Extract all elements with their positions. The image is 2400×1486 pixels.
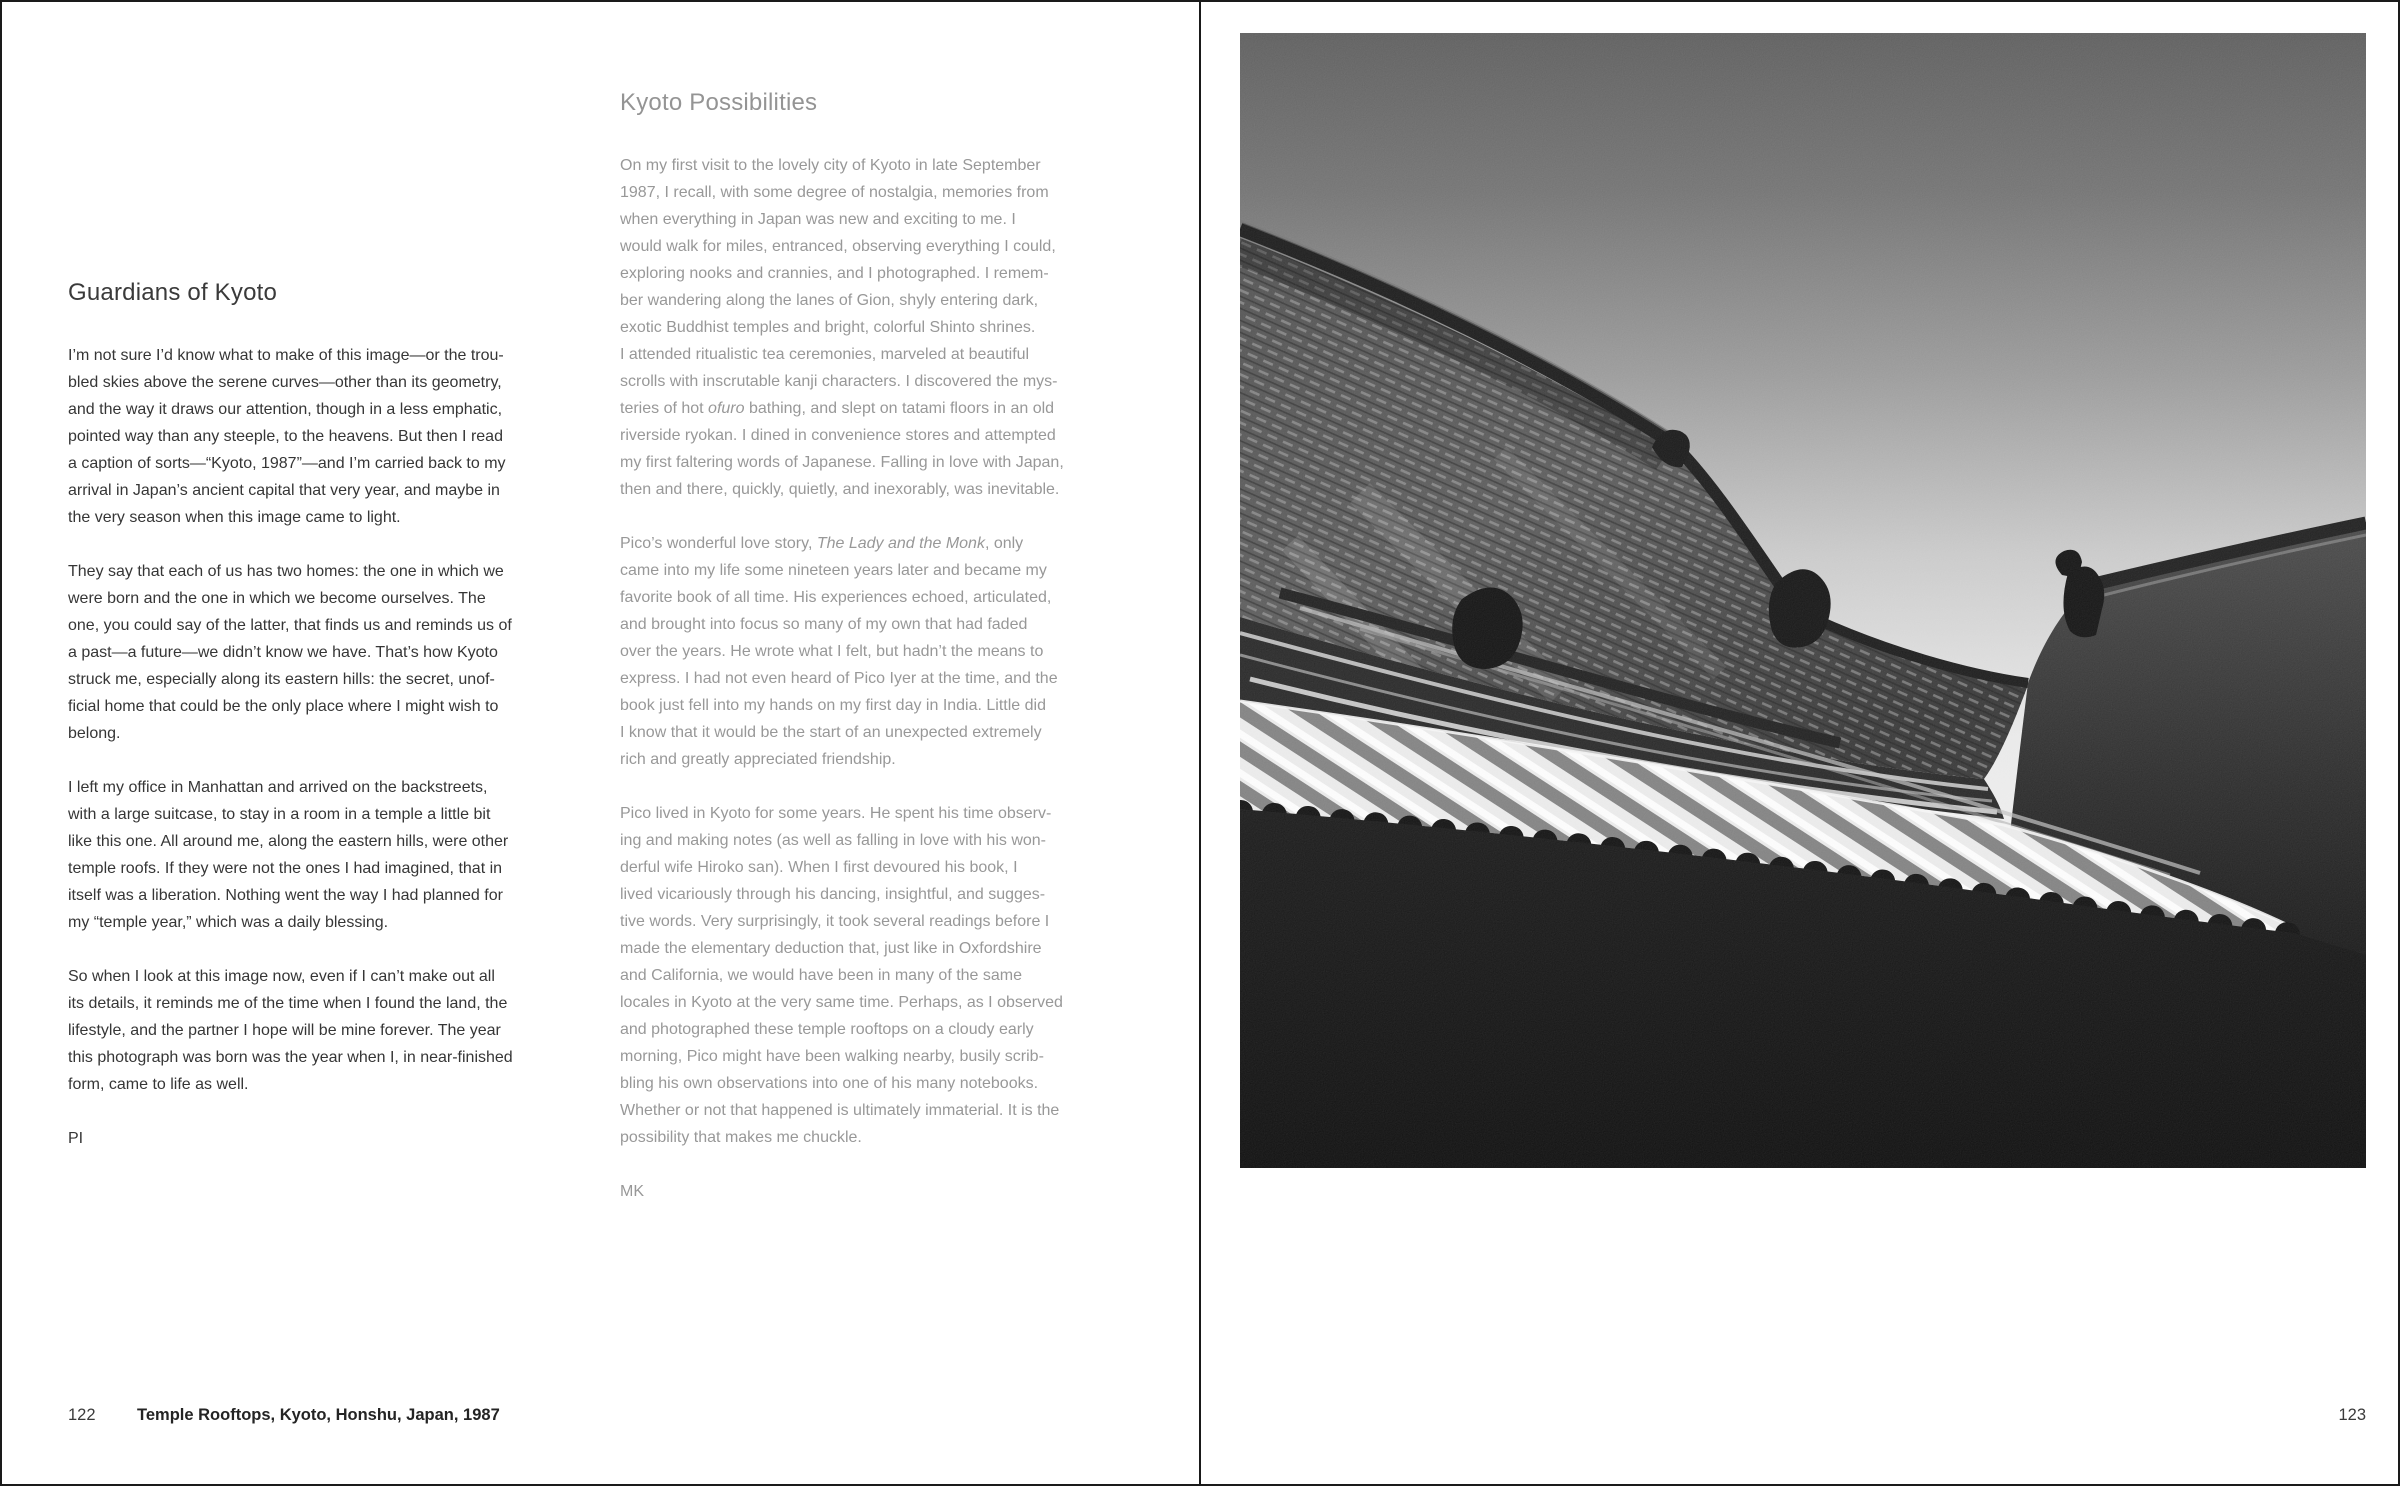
text-line: favorite book of all time. His experiences echoed, articulated, (620, 589, 1052, 606)
text-line: lifestyle, and the partner I hope will be mine forever. The year (68, 1022, 501, 1039)
paragraph (620, 152, 1146, 503)
right-text-column (620, 88, 1146, 1205)
text-line: this photograph was born was the year when I, in near-finished (68, 1049, 513, 1066)
left-page-number: 122 (68, 1406, 96, 1424)
text-line: when everything in Japan was new and exciting to me. I (620, 211, 1016, 228)
text-line: tive words. Very surprisingly, it took several readings before I (620, 913, 1050, 930)
text-line: and photographed these temple rooftops on a cloudy early (620, 1021, 1034, 1038)
text-line: arrival in Japan’s ancient capital that very year, and maybe in (68, 482, 500, 499)
text-line: were born and the one in which we become ourselves. The (68, 590, 486, 607)
text-line: I’m not sure I’d know what to make of this image—or the trou- (68, 347, 504, 364)
text-line: my first faltering words of Japanese. Falling in love with Japan, (620, 454, 1064, 471)
text-line: exotic Buddhist temples and bright, colorful Shinto shrines. (620, 319, 1036, 336)
paragraph (68, 558, 590, 747)
text-line: derful wife Hiroko san). When I first devoured his book, I (620, 859, 1018, 876)
paragraph (68, 963, 590, 1098)
text-line: a caption of sorts—“Kyoto, 1987”—and I’m carried back to my (68, 455, 506, 472)
text-line: They say that each of us has two homes: the one in which we (68, 563, 504, 580)
text-line: So when I look at this image now, even if I can’t make out all (68, 968, 495, 985)
text-line: with a large suitcase, to stay in a room in a temple a little bit (68, 806, 491, 823)
right-column-title: Kyoto Possibilities (620, 89, 818, 116)
text-line: possibility that makes me chuckle. (620, 1129, 862, 1146)
text-line: ber wandering along the lanes of Gion, shyly entering dark, (620, 292, 1039, 309)
text-line: then and there, quickly, quietly, and inexorably, was inevitable. (620, 481, 1060, 498)
text-line: temple roofs. If they were not the ones I had imagined, that in (68, 860, 503, 877)
text-line: one, you could say of the latter, that finds us and reminds us of (68, 617, 512, 634)
left-column-paragraphs (68, 342, 590, 1098)
left-text-column (68, 278, 590, 1152)
text-line: and the way it draws our attention, though in a less emphatic, (68, 401, 503, 418)
page-gutter-divider (1199, 2, 1201, 1484)
text-line: and California, we would have been in many of the same (620, 967, 1023, 984)
paragraph (68, 342, 590, 531)
text-line: locales in Kyoto at the very same time. Perhaps, as I observed (620, 994, 1063, 1011)
text-line: form, came to life as well. (68, 1076, 249, 1093)
text-line: I know that it would be the start of an unexpected extremely (620, 724, 1042, 741)
photo-film-grain (1240, 33, 2366, 1168)
text-line: made the elementary deduction that, just like in Oxfordshire (620, 940, 1042, 957)
text-line: Pico lived in Kyoto for some years. He spent his time observ- (620, 805, 1052, 822)
text-line: Whether or not that happened is ultimately immaterial. It is the (620, 1102, 1060, 1119)
text-line: came into my life some nineteen years later and became my (620, 562, 1047, 579)
left-column-title: Guardians of Kyoto (68, 279, 278, 306)
right-page-number: 123 (2338, 1406, 2366, 1424)
text-line: ing and making notes (as well as falling in love with his won- (620, 832, 1046, 849)
paragraph (68, 774, 590, 936)
text-line: and brought into focus so many of my own that had faded (620, 616, 1028, 633)
text-line: bled skies above the serene curves—other than its geometry, (68, 374, 502, 391)
text-line: would walk for miles, entranced, observing everything I could, (620, 238, 1056, 255)
text-line: 1987, I recall, with some degree of nostalgia, memories from (620, 184, 1049, 201)
text-line: express. I had not even heard of Pico Iyer at the time, and the (620, 670, 1058, 687)
text-line: its details, it reminds me of the time when I found the land, the (68, 995, 508, 1012)
paragraph (620, 530, 1146, 773)
text-line: my “temple year,” which was a daily blessing. (68, 914, 389, 931)
text-line: Pico’s wonderful love story, The Lady and the Monk, only (620, 535, 1024, 552)
text-line: ficial home that could be the only place where I might wish to (68, 698, 499, 715)
right-column-paragraphs (620, 152, 1146, 1151)
text-line: struck me, especially along its eastern hills: the secret, unof- (68, 671, 495, 688)
text-line: I attended ritualistic tea ceremonies, marveled at beautiful (620, 346, 1030, 363)
text-line: exploring nooks and crannies, and I photographed. I remem- (620, 265, 1049, 282)
text-line: book just fell into my hands on my first day in India. Little did (620, 697, 1046, 714)
text-line: lived vicariously through his dancing, insightful, and sugges- (620, 886, 1046, 903)
text-line: pointed way than any steeple, to the heavens. But then I read (68, 428, 503, 445)
text-line: over the years. He wrote what I felt, but hadn’t the means to (620, 643, 1044, 660)
text-line: like this one. All around me, along the eastern hills, were other (68, 833, 509, 850)
left-column-signature: PI (68, 1130, 84, 1147)
text-line: morning, Pico might have been walking nearby, busily scrib- (620, 1048, 1044, 1065)
text-line: teries of hot ofuro bathing, and slept on tatami floors in an old (620, 400, 1055, 417)
text-line: itself was a liberation. Nothing went the way I had planned for (68, 887, 503, 904)
text-line: bling his own observations into one of his many notebooks. (620, 1075, 1039, 1092)
photo-caption: Temple Rooftops, Kyoto, Honshu, Japan, 1987 (137, 1406, 500, 1424)
temple-rooftops-photograph (1240, 33, 2366, 1168)
text-line: riverside ryokan. I dined in convenience stores and attempted (620, 427, 1056, 444)
rooftops-photo-art (1240, 33, 2366, 1168)
text-line: I left my office in Manhattan and arrived on the backstreets, (68, 779, 488, 796)
text-line: belong. (68, 725, 121, 742)
text-line: the very season when this image came to light. (68, 509, 401, 526)
paragraph (620, 800, 1146, 1151)
text-line: a past—a future—we didn’t know we have. That’s how Kyoto (68, 644, 498, 661)
text-line: scrolls with inscrutable kanji characters. I discovered the mys- (620, 373, 1058, 390)
text-line: On my first visit to the lovely city of Kyoto in late September (620, 157, 1041, 174)
text-line: rich and greatly appreciated friendship. (620, 751, 896, 768)
right-column-signature: MK (620, 1183, 644, 1200)
